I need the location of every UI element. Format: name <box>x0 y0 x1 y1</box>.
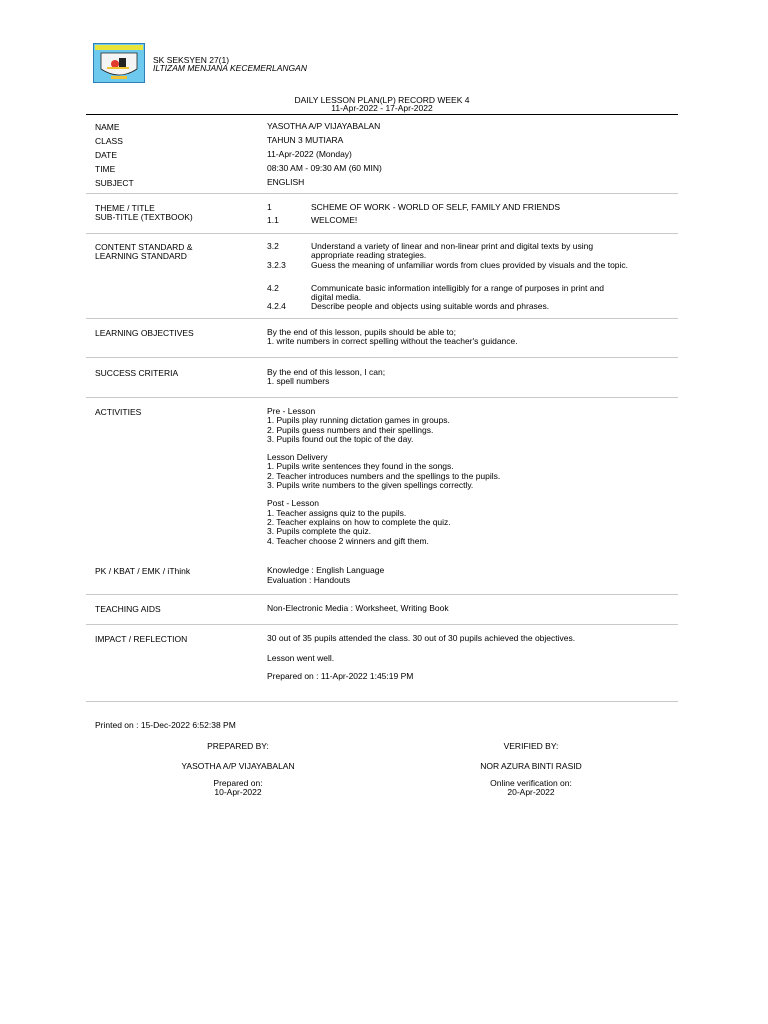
divider <box>86 193 678 194</box>
standard-text: appropriate reading strategies. <box>311 250 427 260</box>
prepared-by-heading: PREPARED BY: <box>207 741 269 751</box>
divider <box>86 318 678 319</box>
subtitle-number: 1.1 <box>267 215 279 225</box>
verified-on-label: Online verification on: <box>490 778 572 788</box>
class-value: TAHUN 3 MUTIARA <box>267 135 344 145</box>
pk-line: Evaluation : Handouts <box>267 575 351 585</box>
theme-number: 1 <box>267 202 272 212</box>
standard-text: Communicate basic information intelligibly for a range of purposes in print and <box>311 283 604 293</box>
activity-item: 1. Pupils write sentences they found in the songs. <box>267 461 454 472</box>
divider <box>86 357 678 358</box>
pk-line: Knowledge : English Language <box>267 565 385 575</box>
objectives-line: By the end of this lesson, pupils should be able to; <box>267 327 457 337</box>
activity-item: 2. Pupils guess numbers and their spellings. <box>267 424 434 435</box>
standard-number: 3.2.3 <box>267 260 286 270</box>
activities-label: ACTIVITIES <box>95 407 142 417</box>
standard-text: Describe people and objects using suitable words and phrases. <box>311 301 550 311</box>
prepared-on-label: Prepared on: <box>213 778 263 788</box>
criteria-line: 1. spell numbers <box>267 376 330 386</box>
page-title: DAILY LESSON PLAN(LP) RECORD WEEK 4 <box>294 95 470 105</box>
subject-value: ENGLISH <box>267 177 305 187</box>
delivery-title: Lesson Delivery <box>267 452 328 463</box>
divider <box>86 701 678 702</box>
activity-item: 3. Pupils found out the topic of the day. <box>267 433 414 444</box>
verified-on-date: 20-Apr-2022 <box>507 787 555 797</box>
school-logo <box>93 43 145 83</box>
title-divider <box>86 114 678 115</box>
activity-item: 2. Teacher introduces numbers and the spellings to the pupils. <box>267 470 501 481</box>
activity-item: 4. Teacher choose 2 winners and gift them. <box>267 535 429 546</box>
theme-text: SCHEME OF WORK - WORLD OF SELF, FAMILY AND FRIENDS <box>311 202 561 212</box>
teaching-aids-value: Non-Electronic Media : Worksheet, Writing Book <box>267 603 449 613</box>
pk-label: PK / KBAT / EMK / iThink <box>95 566 191 576</box>
post-lesson-title: Post - Lesson <box>267 498 319 509</box>
divider <box>86 594 678 595</box>
school-name: SK SEKSYEN 27(1) <box>153 55 230 65</box>
objectives-line: 1. write numbers in correct spelling without the teacher's guidance. <box>267 336 518 346</box>
date-range: 11-Apr-2022 - 17-Apr-2022 <box>331 103 433 113</box>
impact-line: 30 out of 35 pupils attended the class. 30 out of 30 pupils achieved the objectives. <box>267 633 576 643</box>
activity-item: 1. Pupils play running dictation games in groups. <box>267 415 450 426</box>
standard-text: Guess the meaning of unfamiliar words from clues provided by visuals and the topic. <box>311 260 629 270</box>
standard-text: digital media. <box>311 292 362 302</box>
standard-number: 4.2.4 <box>267 301 286 311</box>
verifier-name: NOR AZURA BINTI RASID <box>480 761 582 771</box>
activities-block <box>267 407 500 546</box>
teaching-aids-label: TEACHING AIDS <box>95 604 161 614</box>
date-label: DATE <box>95 150 118 160</box>
activity-item: 3. Pupils write numbers to the given spellings correctly. <box>267 480 474 491</box>
criteria-line: By the end of this lesson, I can; <box>267 367 386 377</box>
preparer-name: YASOTHA A/P VIJAYABALAN <box>181 761 295 771</box>
subtitle-text: WELCOME! <box>311 215 358 225</box>
divider <box>86 397 678 398</box>
pre-lesson-title: Pre - Lesson <box>267 406 316 416</box>
school-motto: ILTIZAM MENJANA KECEMERLANGAN <box>153 63 307 73</box>
class-label: CLASS <box>95 136 123 146</box>
content-standard-label: CONTENT STANDARD & <box>95 242 193 252</box>
impact-label: IMPACT / REFLECTION <box>95 634 188 644</box>
prepared-on-date: 10-Apr-2022 <box>214 787 262 797</box>
standard-number: 3.2 <box>267 241 279 251</box>
subtitle-label: SUB-TITLE (TEXTBOOK) <box>95 212 193 222</box>
divider <box>86 624 678 625</box>
verified-by-heading: VERIFIED BY: <box>503 741 559 751</box>
impact-prepared-on: Prepared on : 11-Apr-2022 1:45:19 PM <box>267 671 414 681</box>
learning-standard-label: LEARNING STANDARD <box>95 251 187 261</box>
divider <box>86 233 678 234</box>
name-label: NAME <box>95 122 120 132</box>
time-value: 08:30 AM - 09:30 AM (60 MIN) <box>267 163 382 173</box>
date-value: 11-Apr-2022 (Monday) <box>267 149 352 159</box>
theme-label: THEME / TITLE <box>95 203 155 213</box>
standard-text: Understand a variety of linear and non-linear print and digital texts by using <box>311 241 594 251</box>
standard-number: 4.2 <box>267 283 279 293</box>
objectives-label: LEARNING OBJECTIVES <box>95 328 194 338</box>
impact-line: Lesson went well. <box>267 653 335 663</box>
subject-label: SUBJECT <box>95 178 134 188</box>
printed-on: Printed on : 15-Dec-2022 6:52:38 PM <box>95 720 236 730</box>
criteria-label: SUCCESS CRITERIA <box>95 368 179 378</box>
activity-item: 2. Teacher explains on how to complete the quiz. <box>267 516 451 527</box>
activity-item: 3. Pupils complete the quiz. <box>267 526 371 537</box>
activity-item: 1. Teacher assigns quiz to the pupils. <box>267 507 407 518</box>
time-label: TIME <box>95 164 116 174</box>
name-value: YASOTHA A/P VIJAYABALAN <box>267 121 381 131</box>
